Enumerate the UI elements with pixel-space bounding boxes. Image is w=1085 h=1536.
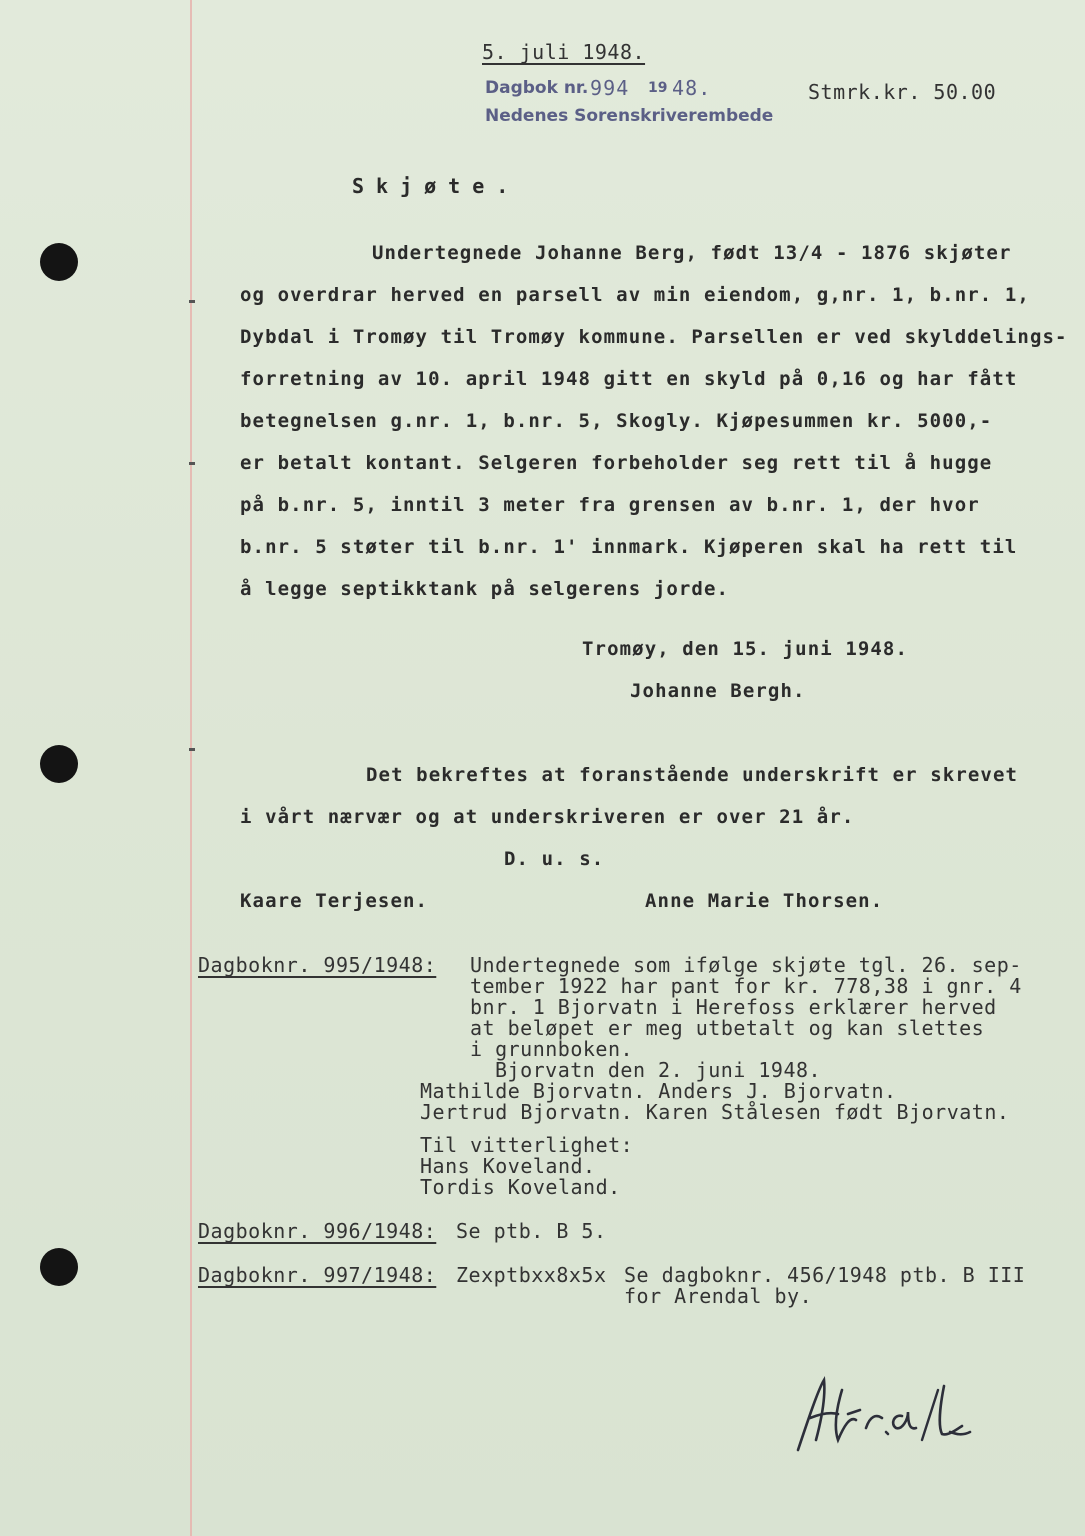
entry-line: Se dagboknr. 456/1948 ptb. B III: [624, 1263, 1026, 1287]
entry-line: Hans Koveland.: [420, 1154, 596, 1178]
deed-line: forretning av 10. april 1948 gitt en skyld på 0,16 og har fått: [240, 368, 1018, 390]
deed-line: betegnelsen g.nr. 1, b.nr. 5, Skogly. Kjøpesummen kr. 5000,-: [240, 410, 993, 432]
entry-line: at beløpet er meg utbetalt og kan slettes: [470, 1016, 985, 1040]
deed-line: Dybdal i Tromøy til Tromøy kommune. Parsellen er ved skylddelings-: [240, 326, 1068, 348]
entry-line: tember 1922 har pant for kr. 778,38 i gnr. 4: [470, 974, 1022, 998]
header-date: 5. juli 1948.: [482, 40, 646, 64]
deed-line: er betalt kontant. Selgeren forbeholder seg rett til å hugge: [240, 452, 993, 474]
punch-hole-bottom: [40, 1248, 78, 1286]
entry-line: for Arendal by.: [624, 1284, 813, 1308]
punch-hole-top: [40, 243, 78, 281]
office-stamp: Nedenes Sorenskriverembede: [485, 106, 774, 126]
deed-line: på b.nr. 5, inntil 3 meter fra grensen av b.nr. 1, der hvor: [240, 494, 980, 516]
margin-tick: [189, 462, 195, 465]
witness-left: Kaare Terjesen.: [240, 890, 429, 912]
witness-right: Anne Marie Thorsen.: [645, 890, 884, 912]
fee: Stmrk.kr. 50.00: [808, 80, 997, 104]
entry-line: i grunnboken.: [470, 1037, 634, 1061]
entry-line: Til vitterlighet:: [420, 1133, 634, 1157]
dagbok-stamp-label: Dagbok nr.: [485, 78, 589, 98]
signer-name: Johanne Bergh.: [630, 680, 806, 702]
entry-label-995: Dagboknr. 995/1948:: [198, 953, 437, 977]
dagbok-number: 994: [590, 76, 630, 100]
deed-line: Undertegnede Johanne Berg, født 13/4 - 1876 skjøter: [372, 242, 1012, 264]
entry-line: bnr. 1 Bjorvatn i Herefoss erklærer herved: [470, 995, 997, 1019]
deed-line: å legge septikktank på selgerens jorde.: [240, 578, 730, 600]
margin-tick: [189, 300, 195, 303]
dagbok-year-suffix: 48.: [672, 76, 712, 100]
dus-abbrev: D. u. s.: [504, 848, 605, 870]
entry-line: Mathilde Bjorvatn. Anders J. Bjorvatn.: [420, 1079, 897, 1103]
deed-title: Skjøte.: [352, 174, 521, 198]
entry-label-996: Dagboknr. 996/1948:: [198, 1219, 437, 1243]
place-date: Tromøy, den 15. juni 1948.: [582, 638, 909, 660]
attest-line: i vårt nærvær og at underskriveren er over 21 år.: [240, 806, 855, 828]
margin-tick: [189, 748, 195, 751]
entry-label-997: Dagboknr. 997/1948:: [198, 1263, 437, 1287]
entry-line: Jertrud Bjorvatn. Karen Stålesen født Bjorvatn.: [420, 1100, 1010, 1124]
deed-line: b.nr. 5 støter til b.nr. 1' innmark. Kjøperen skal ha rett til: [240, 536, 1018, 558]
deed-line: og overdrar herved en parsell av min eiendom, g,nr. 1, b.nr. 1,: [240, 284, 1030, 306]
struck-text: Zexptbxx8x5x: [456, 1263, 607, 1287]
attest-line: Det bekreftes at foranstående underskrift er skrevet: [366, 764, 1019, 786]
entry-line: Undertegnede som ifølge skjøte tgl. 26. sep-: [470, 953, 1022, 977]
handwritten-initials: [790, 1370, 990, 1460]
entry-line: Se ptb. B 5.: [456, 1219, 607, 1243]
dagbok-year-prefix: 19: [648, 80, 668, 96]
punch-hole-middle: [40, 745, 78, 783]
margin-line: [190, 0, 192, 1536]
entry-line: Tordis Koveland.: [420, 1175, 621, 1199]
entry-line: Bjorvatn den 2. juni 1948.: [495, 1058, 822, 1082]
